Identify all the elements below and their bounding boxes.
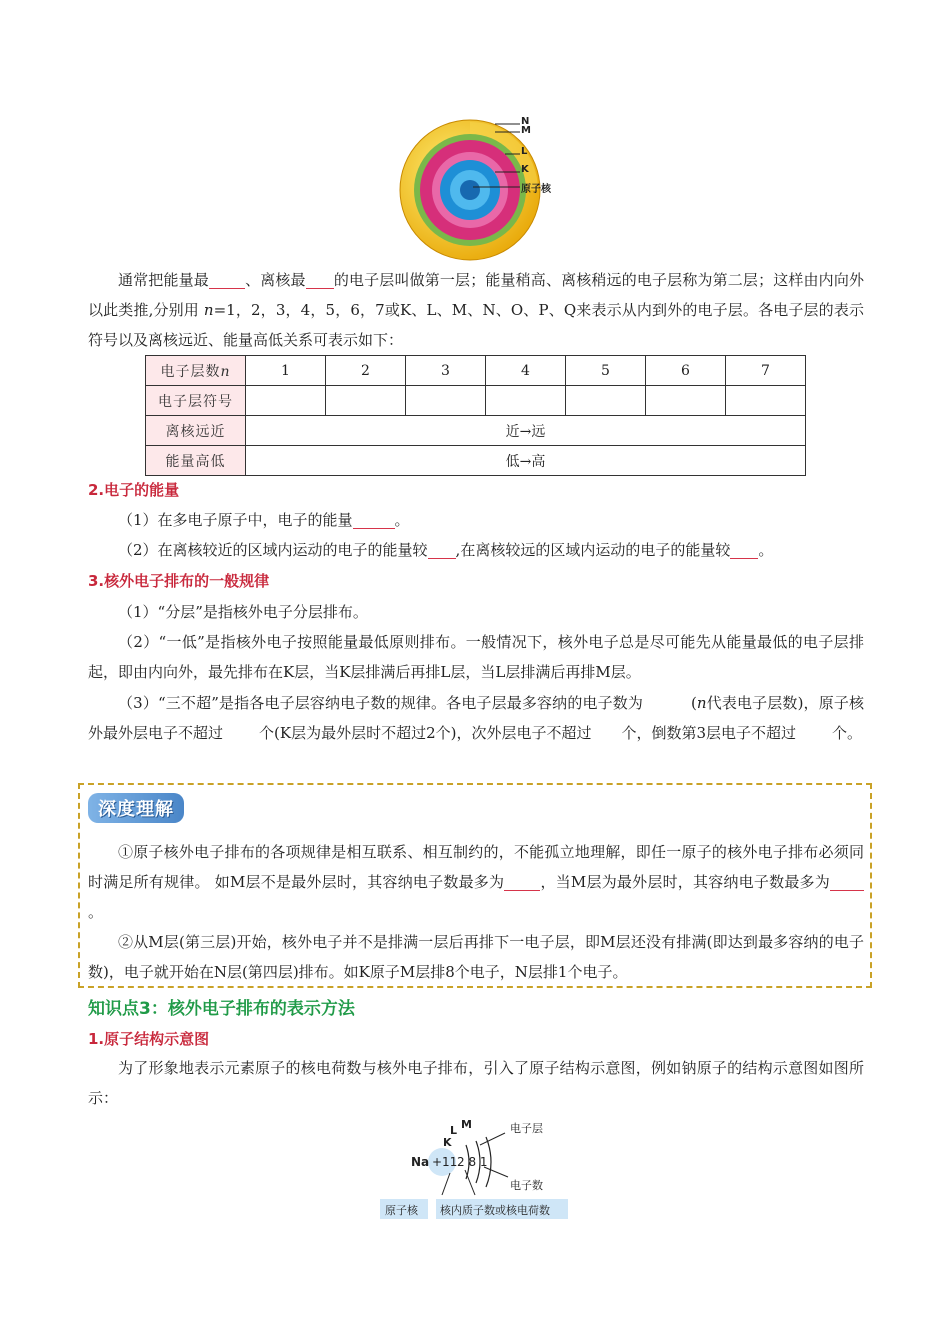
table-cell: 6 xyxy=(646,356,726,386)
shell-label-n: N xyxy=(521,116,530,127)
table-cell: 低→高 xyxy=(246,446,806,476)
section-title: 3.核外电子排布的一般规律 xyxy=(88,572,270,590)
blank[interactable] xyxy=(730,540,758,559)
table-row xyxy=(146,446,806,476)
shell-label-k: K xyxy=(521,164,529,175)
blank[interactable] xyxy=(504,872,540,891)
nucleus-caption: 原子核 xyxy=(385,1204,418,1217)
intro-text: 的电子层叫做第一层；能量稍高、离核稍远的电子层称为第二层；这样由内向外以此类推,分别用 xyxy=(88,271,864,319)
paragraph: （1）“分层”是指核外电子分层排布。 xyxy=(118,603,368,621)
table-header: 离核远近 xyxy=(146,416,246,446)
intro-paragraph xyxy=(88,265,864,355)
table-cell: 7 xyxy=(726,356,806,386)
section-title: 1.原子结构示意图 xyxy=(88,1030,210,1048)
paragraph: ②从M层(第三层)开始，核外电子并不是排满一层后再排下一电子层，即M层还没有排满(即达到最多容纳的电子数)，电子就开始在N层(第四层)排布。如K原子M层排8个电子，N层排1个电子。 xyxy=(88,933,864,981)
shell-label-k: K xyxy=(443,1136,452,1149)
proton-caption: 核内质子数或核电荷数 xyxy=(440,1204,550,1217)
shell-table xyxy=(145,355,806,476)
table-cell[interactable] xyxy=(566,386,646,416)
table-cell[interactable] xyxy=(326,386,406,416)
table-cell: 5 xyxy=(566,356,646,386)
paragraph: （2）“一低”是指核外电子按照能量最低原则排布。一般情况下，核外电子总是尽可能先从能量最低的电子层排起，即由内向外，最先排布在K层，当K层排满后再排L层，当L层排满后再排M层。 xyxy=(88,633,864,681)
shell-caption: 电子层 xyxy=(510,1122,543,1135)
table-cell: 近→远 xyxy=(246,416,806,446)
shell-label-l: L xyxy=(450,1124,458,1137)
n-variable: n xyxy=(203,301,214,319)
paragraph: ①原子核外电子排布的各项规律是相互联系、相互制约的，不能孤立地理解，即任一原子的核外电子排布必须同时满足所有规律。 如M层不是最外层时，其容纳电子数最多为 ，当M层为最外层时，其容纳电子数最多为。 xyxy=(88,843,864,921)
table-cell: 2 xyxy=(326,356,406,386)
blank[interactable] xyxy=(428,540,456,559)
blank[interactable] xyxy=(306,270,334,289)
paragraph: （1）在多电子原子中，电子的能量 。 xyxy=(118,511,410,529)
intro-text: 通常把能量最 xyxy=(118,271,209,289)
table-header: 电子层数n xyxy=(146,356,246,386)
blank[interactable] xyxy=(209,270,245,289)
table-header: 能量高低 xyxy=(146,446,246,476)
nuclear-charge: +11 xyxy=(432,1155,458,1169)
blank[interactable] xyxy=(830,872,864,891)
paragraph: 为了形象地表示元素原子的核电荷数与核外电子排布，引入了原子结构示意图，例如钠原子的结构示意图如图所示： xyxy=(88,1059,864,1107)
table-row xyxy=(146,386,806,416)
blank[interactable] xyxy=(353,510,395,529)
knowledge-point-title: 知识点3：核外电子排布的表示方法 xyxy=(88,999,355,1019)
table-cell[interactable] xyxy=(246,386,326,416)
electron-counts: 2 8 1 xyxy=(457,1155,488,1169)
table-cell[interactable] xyxy=(406,386,486,416)
deep-understanding-badge: 深度理解 xyxy=(88,793,184,823)
intro-text: =1，2，3，4，5，6，7或K、L、M、N、O、P、Q来表示从内到外的电子层。各电子层的表示符号以及离核远近、能量高低关系可表示如下： xyxy=(88,301,864,349)
element-symbol: Na xyxy=(411,1155,430,1169)
table-cell: 4 xyxy=(486,356,566,386)
shell-label-m: M xyxy=(461,1118,472,1131)
intro-text: 、离核最 xyxy=(244,271,306,289)
table-cell: 3 xyxy=(406,356,486,386)
table-cell[interactable] xyxy=(486,386,566,416)
shell-label-l: L xyxy=(521,146,528,157)
shell-label-m: M xyxy=(521,125,531,136)
table-header: 电子层符号 xyxy=(146,386,246,416)
table-row xyxy=(146,416,806,446)
table-row xyxy=(146,356,806,386)
table-cell[interactable] xyxy=(726,386,806,416)
count-caption: 电子数 xyxy=(510,1179,543,1192)
paragraph: （3）“三不超”是指各电子层容纳电子数的规律。各电子层最多容纳的电子数为 (n代表电子层数)，原子核外最外层电子不超过 个(K层为最外层时不超过2个)，次外层电子不超过 个，倒数第3层电子不超过 个。 xyxy=(88,694,864,742)
section-title: 2.电子的能量 xyxy=(88,481,180,499)
table-cell[interactable] xyxy=(646,386,726,416)
nucleus-label: 原子核 xyxy=(521,184,551,195)
table-cell: 1 xyxy=(246,356,326,386)
paragraph: （2）在离核较近的区域内运动的电子的能量较 ,在离核较远的区域内运动的电子的能量较 。 xyxy=(118,541,774,559)
